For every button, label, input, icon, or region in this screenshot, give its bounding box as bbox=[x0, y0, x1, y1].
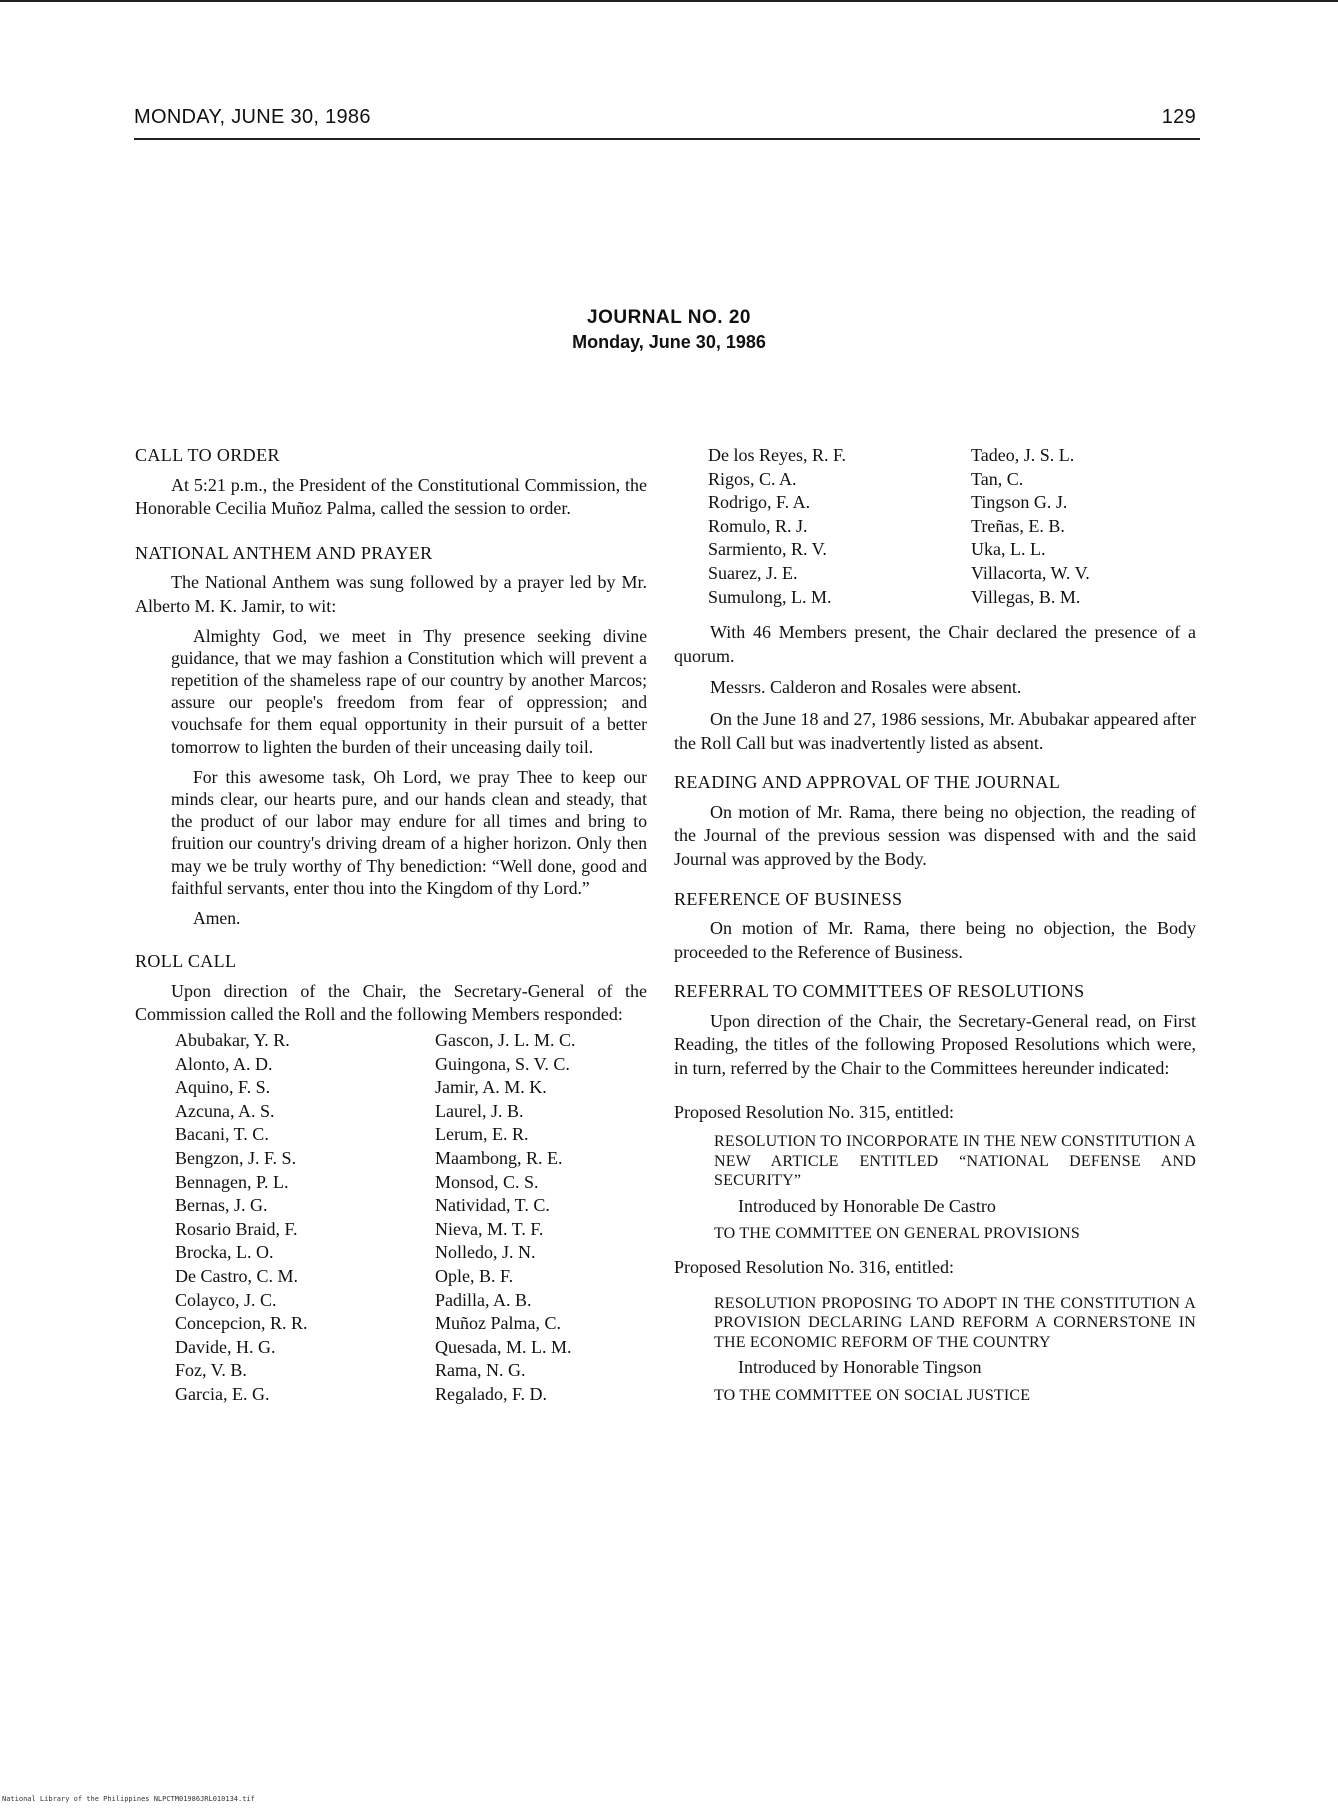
member-name: Quesada, M. L. M. bbox=[435, 1336, 572, 1357]
resolution-title: RESOLUTION PROPOSING TO ADOPT IN THE CONSTITUTION A PROVISION DECLARING LAND REFORM A CORNERSTONE IN THE ECONOMIC REFORM OF THE COUNTRY bbox=[714, 1294, 1196, 1351]
member-name: Lerum, E. R. bbox=[435, 1124, 529, 1145]
running-head bbox=[134, 104, 1200, 140]
member-name: Jamir, A. M. K. bbox=[435, 1077, 547, 1098]
member-name: De los Reyes, R. F. bbox=[708, 445, 847, 465]
member-name: Foz, V. B. bbox=[175, 1360, 247, 1381]
member-name: Rodrigo, F. A. bbox=[708, 492, 811, 513]
member-name: Laurel, J. B. bbox=[435, 1100, 524, 1121]
attendance-note: On the June 18 and 27, 1986 sessions, Mr. Abubakar appeared after the Roll Call but was inadvertently listed as absent. bbox=[674, 708, 1196, 753]
member-name: Maambong, R. E. bbox=[435, 1147, 563, 1168]
journal-title: JOURNAL NO. 20 bbox=[587, 307, 751, 328]
member-name: Gascon, J. L. M. C. bbox=[435, 1029, 576, 1050]
approval-text: On motion of Mr. Rama, there being no objection, the reading of the Journal of the previous session was dispensed with and the said Journal was approved by the Body. bbox=[674, 801, 1196, 869]
referral-text: Upon direction of the Chair, the Secretary-General read, on First Reading, the titles of the following Proposed Resolutions which were, in turn, referred by the Chair to the Committees hereunder indicated: bbox=[674, 1010, 1196, 1079]
member-name: Aquino, F. S. bbox=[175, 1077, 271, 1098]
member-name: Colayco, J. C. bbox=[175, 1289, 277, 1310]
page-number: 129 bbox=[1161, 106, 1196, 128]
member-name: Sarmiento, R. V. bbox=[708, 539, 827, 560]
section-heading-approval: READING AND APPROVAL OF THE JOURNAL bbox=[674, 772, 1061, 793]
member-name: Natividad, T. C. bbox=[435, 1195, 550, 1216]
section-heading-roll-call: ROLL CALL bbox=[135, 951, 237, 972]
member-name: Tan, C. bbox=[971, 468, 1024, 489]
journal-date: Monday, June 30, 1986 bbox=[572, 332, 766, 352]
resolution-introducer: Introduced by Honorable Tingson bbox=[738, 1357, 982, 1378]
member-name: Muñoz Palma, C. bbox=[435, 1313, 561, 1334]
resolution-label: Proposed Resolution No. 315, entitled: bbox=[674, 1101, 954, 1122]
resolution-label: Proposed Resolution No. 316, entitled: bbox=[674, 1256, 954, 1277]
member-name: Guingona, S. V. C. bbox=[435, 1053, 570, 1074]
member-name: Bennagen, P. L. bbox=[175, 1171, 289, 1192]
member-name: Suarez, J. E. bbox=[708, 562, 798, 583]
member-name: Concepcion, R. R. bbox=[175, 1313, 308, 1334]
member-name: Bacani, T. C. bbox=[175, 1124, 269, 1145]
member-name: Rigos, C. A. bbox=[708, 468, 797, 489]
member-name: Bernas, J. G. bbox=[175, 1195, 268, 1216]
member-name: Nieva, M. T. F. bbox=[435, 1218, 544, 1239]
scan-footer: National Library of the Philippines NLPCTM01986JRL010134.tif bbox=[2, 1795, 255, 1803]
running-head-date: MONDAY, JUNE 30, 1986 bbox=[134, 106, 371, 128]
prayer-amen: Amen. bbox=[193, 908, 241, 928]
anthem-text: The National Anthem was sung followed by a prayer led by Mr. Alberto M. K. Jamir, to wit: bbox=[135, 572, 647, 616]
quorum-text: With 46 Members present, the Chair declared the presence of a quorum. bbox=[674, 622, 1196, 666]
right-column bbox=[674, 444, 1196, 1407]
member-name: Azcuna, A. S. bbox=[175, 1100, 275, 1121]
member-name: Brocka, L. O. bbox=[175, 1242, 274, 1263]
member-name: Padilla, A. B. bbox=[435, 1289, 532, 1310]
member-name: Garcia, E. G. bbox=[175, 1383, 270, 1404]
member-name: Alonto, A. D. bbox=[175, 1053, 273, 1074]
member-name: Villegas, B. M. bbox=[971, 586, 1081, 607]
member-name: Sumulong, L. M. bbox=[708, 586, 832, 607]
section-heading-referral: REFERRAL TO COMMITTEES OF RESOLUTIONS bbox=[674, 981, 1085, 1002]
member-name: De Castro, C. M. bbox=[175, 1265, 298, 1286]
top-rule bbox=[0, 0, 1338, 2]
resolution-introducer: Introduced by Honorable De Castro bbox=[738, 1195, 996, 1216]
member-name: Abubakar, Y. R. bbox=[175, 1029, 290, 1050]
call-to-order-text: At 5:21 p.m., the President of the Constitutional Commission, the Honorable Cecilia Muñoz Palma, called the session to order. bbox=[135, 474, 647, 519]
member-name: Rosario Braid, F. bbox=[175, 1218, 298, 1239]
member-name: Villacorta, W. V. bbox=[971, 562, 1090, 583]
prayer-paragraph: For this awesome task, Oh Lord, we pray Thee to keep our minds clear, our hearts pure, and our hands clean and steady, that the product of our labor may endure for all times and bring to fruition our country's driving dream of a higher horizon. Only then may we be truly worthy of Thy benediction: “Well done, good and faithful servants, enter thou into the Kingdom of thy Lord.” bbox=[171, 766, 647, 898]
reference-text: On motion of Mr. Rama, there being no objection, the Body proceeded to the Reference of Business. bbox=[674, 918, 1196, 962]
member-name: Nolledo, J. N. bbox=[435, 1242, 536, 1263]
absent-text: Messrs. Calderon and Rosales were absent. bbox=[710, 677, 1022, 698]
journal-header bbox=[0, 306, 1338, 354]
section-heading-anthem: NATIONAL ANTHEM AND PRAYER bbox=[135, 542, 433, 563]
member-name: Rama, N. G. bbox=[435, 1360, 526, 1381]
resolution-committee: TO THE COMMITTEE ON GENERAL PROVISIONS bbox=[714, 1225, 1080, 1243]
roll-call-text: Upon direction of the Chair, the Secretary-General of the Commission called the Roll and the following Members responded: bbox=[135, 980, 647, 1025]
section-heading-reference: REFERENCE OF BUSINESS bbox=[674, 888, 903, 909]
left-column bbox=[135, 444, 647, 1406]
member-name: Monsod, C. S. bbox=[435, 1171, 539, 1192]
resolution-title: RESOLUTION TO INCORPORATE IN THE NEW CONSTITUTION A NEW ARTICLE ENTITLED “NATIONAL DEFENSE AND SECURITY” bbox=[714, 1133, 1196, 1190]
member-name: Bengzon, J. F. S. bbox=[175, 1147, 297, 1168]
member-name: Tadeo, J. S. L. bbox=[971, 445, 1075, 465]
prayer-paragraph: Almighty God, we meet in Thy presence seeking divine guidance, that we may fashion a Constitution which will prevent a repetition of the shameless rape of our country by another Marcos; assure our people's freedom from fear of oppression; and vouchsafe for them equal opportunity in their pursuit of a better tomorrow to lighten the burden of their unceasing daily toil. bbox=[171, 625, 647, 757]
resolution-committee: TO THE COMMITTEE ON SOCIAL JUSTICE bbox=[714, 1386, 1031, 1404]
section-heading-call-to-order: CALL TO ORDER bbox=[135, 445, 280, 465]
member-list-continued bbox=[708, 444, 1196, 609]
member-name: Ople, B. F. bbox=[435, 1265, 514, 1286]
member-name: Romulo, R. J. bbox=[708, 515, 808, 536]
member-name: Davide, H. G. bbox=[175, 1336, 276, 1357]
member-name: Treñas, E. B. bbox=[971, 515, 1065, 536]
member-list bbox=[175, 1029, 647, 1407]
member-name: Uka, L. L. bbox=[971, 539, 1046, 560]
member-name: Regalado, F. D. bbox=[435, 1383, 548, 1404]
member-name: Tingson G. J. bbox=[971, 492, 1068, 513]
